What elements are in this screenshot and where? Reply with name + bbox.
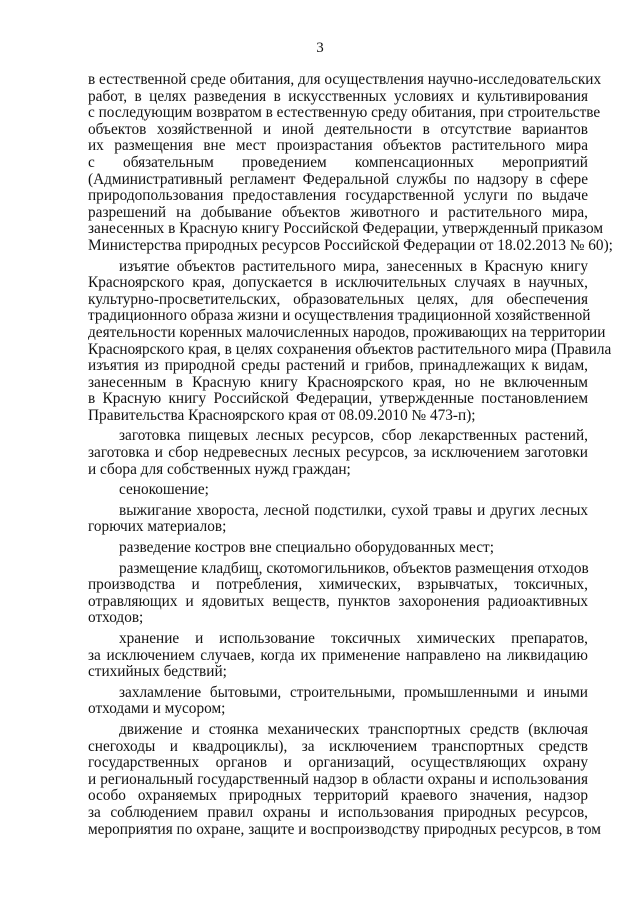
paragraph [88, 561, 588, 627]
text-line: снегоходы и квадроциклы), за исключением транспортных средств [88, 737, 588, 755]
document-body [88, 71, 613, 838]
text-line: горючих материалов; [88, 518, 227, 536]
text-line: Красноярского края, в целях сохранения объектов растительного мира (Правила [88, 340, 612, 358]
text-line: их размещения вне мест произрастания объектов растительного мира [88, 137, 588, 155]
text-line: размещение кладбищ, скотомогильников, объектов размещения отходов [119, 559, 589, 577]
text-line: мероприятия по охране, защите и воспроизводству природных ресурсов, в том [88, 820, 601, 838]
paragraph [88, 482, 588, 499]
text-line: Министерства природных ресурсов Российской Федерации от 18.02.2013 № 60); [88, 236, 613, 254]
text-line: государственных органов и организаций, осуществляющих охрану [88, 754, 588, 772]
page-number: 3 [316, 40, 324, 56]
text-line: захламление бытовыми, строительными, промышленными и иными [119, 683, 588, 701]
text-line: отравляющих и ядовитых веществ, пунктов захоронения радиоактивных [88, 592, 588, 610]
text-line: движение и стоянка механических транспортных средств (включая [119, 720, 588, 738]
paragraph [88, 720, 601, 838]
paragraph [88, 503, 588, 536]
text-line: производства и потребления, химических, взрывчатых, токсичных, [88, 576, 588, 594]
text-line: (Административный регламент Федеральной службы по надзору в сфере [88, 170, 588, 188]
text-line: культурно-просветительских, образовательных целях, для обеспечения [88, 290, 588, 308]
paragraph [88, 631, 588, 681]
text-line: занесенных в Красную книгу Российской Федерации, утвержденный приказом [88, 220, 603, 238]
text-line: объектов хозяйственной и иной деятельности в отсутствие вариантов [88, 120, 588, 138]
paragraph [88, 540, 588, 557]
text-line: заготовка пищевых лесных ресурсов, сбор лекарственных растений, [119, 427, 588, 445]
text-line: особо охраняемых природных территорий краевого значения, надзор [88, 787, 588, 805]
text-line: изъятия из природной среды растений и грибов, принадлежащих к видам, [88, 357, 588, 375]
paragraph [88, 257, 612, 425]
paragraph [88, 428, 588, 478]
text-line: Красноярского края, допускается в исключительных случаях в научных, [88, 274, 588, 292]
paragraph [88, 71, 613, 255]
text-line: Правительства Красноярского края от 08.09.2010 № 473-п); [88, 406, 476, 424]
text-line: разрешений на добывание объектов животного и растительного мира, [88, 203, 588, 221]
text-line: в естественной среде обитания, для осуществления научно-исследовательских [88, 71, 602, 88]
text-line: заготовка и сбор недревесных лесных ресурсов, за исключением заготовки [88, 444, 588, 462]
text-line: изъятие объектов растительного мира, занесенных в Красную книгу [119, 257, 588, 275]
text-line: за исключением случаев, когда их применение направлено на ликвидацию [88, 646, 588, 664]
text-line: работ, в целях разведения в искусственных условиях и культивирования [88, 87, 588, 105]
text-line: выжигание хвороста, лесной подстилки, сухой травы и других лесных [119, 501, 588, 519]
text-line: разведение костров вне специально оборудованных мест; [119, 539, 494, 557]
text-line: стихийных бедствий; [88, 663, 227, 681]
text-line: за соблюдением правил охраны и использования природных ресурсов, [88, 803, 588, 821]
text-line: с обязательным проведением компенсационных мероприятий [88, 153, 588, 171]
text-line: традиционного образа жизни и осуществления традиционной хозяйственной [88, 307, 591, 325]
text-line: и региональный государственный надзор в области охраны и использования [88, 770, 588, 788]
paragraph [88, 685, 588, 718]
text-line: сенокошение; [119, 481, 209, 499]
text-line: занесенным в Красную книгу Красноярского края, но не включенным [88, 373, 588, 391]
text-line: хранение и использование токсичных химических препаратов, [119, 630, 588, 647]
text-line: природопользования предоставления государственной услуги по выдаче [88, 187, 588, 205]
text-line: отходов; [88, 609, 144, 627]
text-line: деятельности коренных малочисленных народов, проживающих на территории [88, 323, 606, 341]
text-line: в Красную книгу Российской Федерации, утвержденные постановлением [88, 390, 588, 408]
text-line: и сбора для собственных нужд граждан; [88, 460, 351, 478]
text-line: с последующим возвратом в естественную среду обитания, при строительстве [88, 104, 601, 122]
text-line: отходами и мусором; [88, 700, 226, 718]
